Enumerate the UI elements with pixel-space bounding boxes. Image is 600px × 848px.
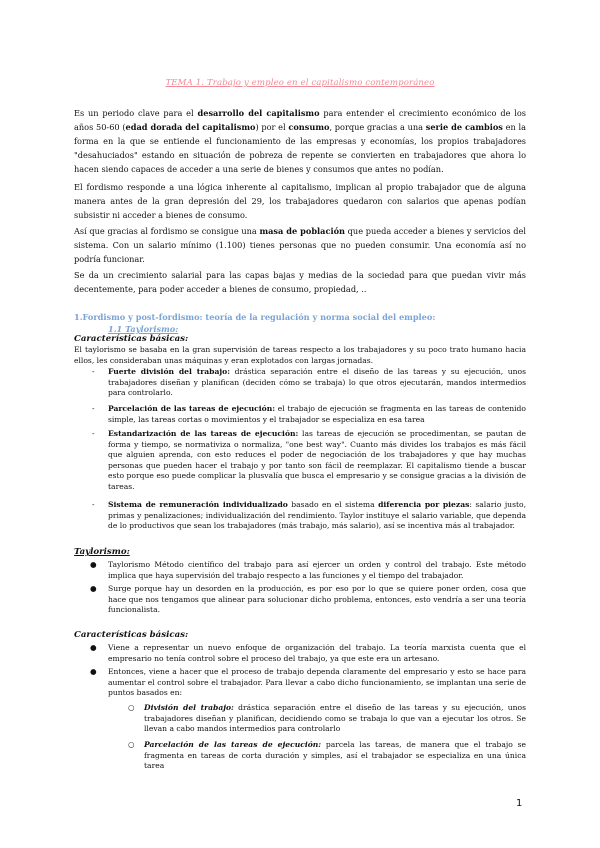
document-title: TEMA 1. Trabajo y empleo en el capitalismo contemporáneo [165, 78, 435, 88]
list-item: Entonces, viene a hacer que el proceso de trabajo dependa claramente del empresario y esto se hace para aumentar el control sobre el trabajador. Para llevar a cabo dicho funcionamiento, se implantan una serie de puntos basados en: [108, 667, 526, 698]
list-item: Viene a representar un nuevo enfoque de organización del trabajo. La teoría marxista cuenta que el empresario no tenía control sobre el proceso del trabajo, ya que este era un artesano. [108, 643, 526, 663]
intro-paragraph-3: Así que gracias al fordismo se consigue una masa de población que pueda acceder a bienes y servicios del sistema. Con un salario mínimo (1.100) tienes personas que no pueden consumir. Una economía así no podría funcionar. [74, 226, 526, 264]
list-item: Parcelación de las tareas de ejecución: el trabajo de ejecución se fragmenta en las tareas de contenido simple, las tareas cortas o movimientos y el trabajador se especializa en esa tarea [108, 404, 526, 424]
list-item: Sistema de remuneración individualizado basado en el sistema diferencia por piezas: salario justo, primas y penalizaciones; individualización del rendimiento. Taylor instituye el salario variable, que dependa de lo productivos que sean los trabajadores (más trabajo, más salario), así se incentiva más al trabajador. [108, 500, 527, 531]
taylorismo-heading: Taylorismo: [74, 547, 130, 557]
page-number: 1 [516, 798, 523, 809]
intro-paragraph-1: Es un periodo clave para el desarrollo del capitalismo para entender el crecimiento económico de los años 50-60 (edad dorada del capitalismo) por el consumo, porque gracias a una serie de cambios en la forma en la que se entiende el funcionamiento de las empresas y economías, los propios trabajadores "desahuciados" estando en situación de pobreza de repente se convierten en trabajadores que ahora lo hacen siendo capaces de acceder a una serie de bienes y consumos que antes no podían. [74, 108, 527, 174]
dash-bullet: - [92, 429, 95, 438]
dash-bullet: - [92, 404, 95, 413]
sub-list-item: Parcelación de las tareas de ejecución: parcela las tareas, de manera que el trabajo se fragmenta en tareas de corta duración y simples, así el trabajador se especializa en una única tarea [144, 740, 526, 771]
dash-bullet: - [92, 367, 95, 376]
taylorism-lead: El taylorismo se basaba en la gran supervisión de tareas respecto a los trabajadores y su poco trato humano hacia ellos, les consideraban unas máquinas y eran explotados con largas jornadas. [74, 345, 526, 365]
characteristics-heading: Características básicas: [74, 334, 189, 344]
characteristics-heading-2: Características básicas: [74, 630, 189, 640]
list-item: Estandarización de las tareas de ejecución: las tareas de ejecución se procedimentan, se pautan de forma y tiempo, se normativiza o normaliza, "one best way". Cuanto más divides los trabajos es más fácil que alguien aprenda, con esto reduces el poder de negociación de los trabajadores y que hay muchas personas que pueden hacer el trabajo y por tanto son fácil de reemplazar. El capitalismo tiende a buscar esto porque eso puede complicar la plusvalía que busca el empresario y se consigue gracias a la división de tareas. [108, 429, 526, 491]
dot-bullet: ● [90, 667, 97, 676]
dot-bullet: ● [90, 643, 97, 652]
list-item: Taylorismo Método científico del trabajo para así ejercer un orden y control del trabajo. Este método implica que haya supervisión del trabajo respecto a las funciones y el tiempo del trabajador. [108, 560, 526, 580]
intro-paragraph-4: Se da un crecimiento salarial para las capas bajas y medias de la sociedad para que puedan vivir más decentemente, para poder acceder a bienes de consumo, propiedad, .. [74, 270, 526, 294]
list-item: Surge porque hay un desorden en la producción, es por eso por lo que se quiere poner orden, cosa que hace que nos tengamos que alinear para solucionar dicho problema, entonces, esto vendría a ser una teoría funcionalista. [108, 584, 526, 615]
dash-bullet: - [92, 500, 95, 509]
section-heading: 1.Fordismo y post-fordismo: teoría de la regulación y norma social del empleo: [74, 312, 436, 322]
dot-bullet: ● [90, 560, 97, 569]
intro-paragraph-2: El fordismo responde a una lógica inherente al capitalismo, implican al propio trabajador que de alguna manera antes de la gran depresión del 29, los trabajadores quedaron con salarios que apenas podían subsistir ni acceder a bienes de consumo. [74, 182, 526, 220]
circle-bullet: ○ [128, 703, 135, 712]
dot-bullet: ● [90, 584, 97, 593]
list-item: Fuerte división del trabajo: drástica separación entre el diseño de las tareas y su ejecución, unos trabajadores diseñan y planifican (deciden cómo se trabaja) lo que otros ejecutarán, mandos intermedios para controlarlo. [108, 367, 526, 398]
sub-list-item: División del trabajo: drástica separación entre el diseño de las tareas y su ejecución, unos trabajadores diseñan y planifican, decidiendo como se trabaja lo que van a ejecutar los otros. Se llevan a cabo mandos intermedios para controlarlo [144, 703, 526, 734]
circle-bullet: ○ [128, 740, 135, 749]
subsection-heading: 1.1 Taylorismo: [108, 324, 179, 334]
